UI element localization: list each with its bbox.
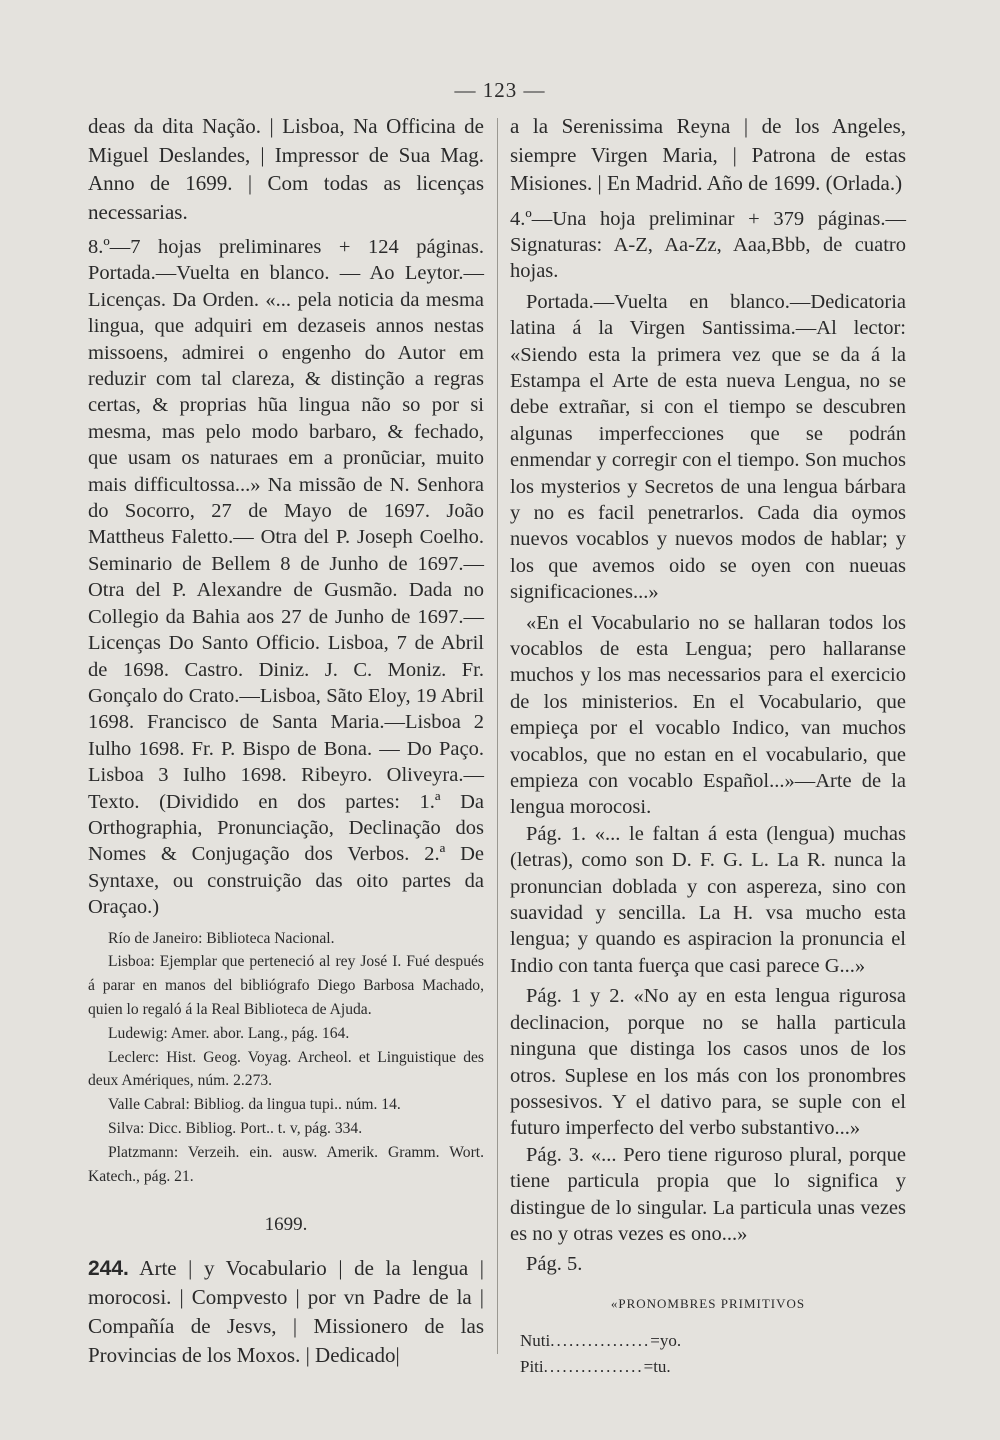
references (88, 927, 484, 1189)
reference: Valle Cabral: Bibliog. da lingua tupi.. núm. 14. (108, 1096, 401, 1114)
paragraph: deas da dita Nação. | Lisboa, Na Officina de Miguel Deslandes, | Impressor de Sua Mag. Anno de 1699. | Com todas as licenças necessarias. (88, 114, 484, 224)
paragraph: Pág. 3. «... Pero tiene riguroso plural, porque tiene particula propia que lo significa y distingue de lo singular. La particula unas vezes es no y otras vezes es ono...» (510, 1143, 906, 1245)
reference: Río de Janeiro: Biblioteca Nacional. (108, 929, 335, 947)
entry-number: 244. (88, 1257, 129, 1281)
paragraph: Portada.—Vuelta en blanco.—Dedicatoria latina á la Virgen Santissima.—Al lector: «Siendo esta la primera vez que se da á la Estampa el Arte de esta nueva Lengua, no se debe extrañar, si con el tiempo se descubren algunas imperfecciones que se podrán enmendar y corregir con el tiempo. Son muchos los mysterios y Secretos de una lengua bárbara y no es facil penetrarlos. Cada dia oymos nuevos vocablos y nuevos modos de hablar; y los que avemos oido se oyen con nueuas significaciones...» (510, 290, 906, 604)
pronoun-row (510, 1354, 906, 1380)
page-number: — 123 — (454, 78, 546, 102)
reference: Lisboa: Ejemplar que perteneció al rey José I. Fué después á parar en manos del bibliógrafo Diego Barbosa Machado, quien lo regaló á la Real Biblioteca de Ajuda. (88, 953, 484, 1018)
reference: Silva: Dicc. Bibliog. Port.. t. v, pág. 334. (108, 1119, 363, 1137)
pronoun-row (510, 1328, 906, 1354)
entry-title: Arte | y Vocabulario | de la lengua | morocosi. | Compvesto | por vn Padre de la | Compañía de Jesvs, | Missionero de las Provincias de los Moxos. | Dedicado| (88, 1256, 484, 1368)
pronoun-word: Piti (520, 1356, 544, 1376)
year-heading: 1699. (264, 1214, 308, 1236)
reference: Ludewig: Amer. abor. Lang., pág. 164. (108, 1024, 350, 1042)
paragraph: «En el Vocabulario no se hallaran todos los vocablos de esta Lengua; pero hallaranse muchos y los mas necessarios para el exercicio de los ministerios. En el Vocabulario, que empieça por el vocablo Indico, van muchos vocablos, que no estan en el vocabulario, que empieza con vocablo Español...»—Arte de la lengua morocosi. (510, 611, 906, 819)
paragraph: Pág. 1. «... le faltan á esta (lengua) muchas (letras), como son D. F. G. L. La R. nunca la pronuncian doblada y con aspereza, sino con suavidad y sencilla. La H. vsa mucho esta lengua; y quando es aspiracion la pronuncia el Indio con tanta fuerça que casi parece G...» (510, 822, 906, 977)
section-heading: «PRONOMBRES PRIMITIVOS (610, 1295, 806, 1311)
reference: Platzmann: Verzeih. ein. ausw. Amerik. Gramm. Wort. Katech., pág. 21. (88, 1143, 484, 1185)
catalog-entry (88, 1254, 484, 1370)
pronoun-meaning: =yo. (650, 1330, 682, 1350)
reference: Leclerc: Hist. Geog. Voyag. Archeol. et Linguistique des deux Amériques, núm. 2.273. (88, 1048, 484, 1090)
paragraph: Pág. 1 y 2. «No ay en esta lengua rigurosa declinacion, porque no se halla particula ninguna que distinga los casos unos de los otros. Suplese en los más con los pronombres possesivos. Y el dativo para, se suple con el futuro imperfecto del verbo substantivo...» (510, 985, 906, 1140)
dot-leader: ................ (543, 1356, 644, 1376)
column-divider (497, 118, 498, 1354)
pronoun-word: Nuti (520, 1330, 551, 1350)
right-column (510, 112, 906, 1380)
paragraph: 4.º—Una hoja preliminar + 379 páginas.— Signaturas: A-Z, Aa-Zz, Aaa,Bbb, de cuatro hojas. (510, 207, 906, 283)
pronoun-meaning: =tu. (643, 1356, 671, 1376)
dot-leader: ................ (550, 1330, 651, 1350)
paragraph: 8.º—7 hojas preliminares + 124 páginas. Portada.—Vuelta en blanco. — Ao Leytor.— Licenças. Da Orden. «... pela noticia da mesma lingua, que adquiri em dezaseis annos nestas missoens, admirei o engenho do Autor em reduzir com tal clareza, & distinção a regras certas, & proprias hũa lingua não so por si mesma, mas pelo modo barbaro, & fechado, que usam os naturaes em a pronũciar, muito mais difficultossa...» Na missão de N. Senhora do Socorro, 27 de Mayo de 1697. João Mattheus Faletto.— Otra del P. Joseph Coelho. Seminario de Bellem 8 de Junho de 1697.—Otra del P. Alexandre de Gusmão. Dada no Collegio da Bahia aos 27 de Junho de 1697.—Licenças Do Santo Officio. Lisboa, 7 de Abril de 1698. Castro. Diniz. J. C. Moniz. Fr. Gonçalo do Crato.—Lisboa, Sãto Eloy, 19 Abril 1698. Francisco de Santa Maria.—Lisboa 2 Iulho 1698. Fr. P. Bispo de Bona. — Do Paço. Lisboa 3 Iulho 1698. Ribeyro. Oliveyra.—Texto. (Dividido en dos partes: 1.ª Da Orthographia, Pronunciação, Declinação dos Nomes & Conjugação dos Verbos. 2.ª De Syntaxe, ou construição das oito partes da Oraçao.) (88, 236, 484, 919)
paragraph: Pág. 5. (526, 1253, 583, 1276)
left-column (88, 112, 484, 1370)
paragraph: a la Serenissima Reyna | de los Angeles, siempre Virgen Maria, | Patrona de estas Misiones. | En Madrid. Año de 1699. (Orlada.) (510, 114, 906, 195)
